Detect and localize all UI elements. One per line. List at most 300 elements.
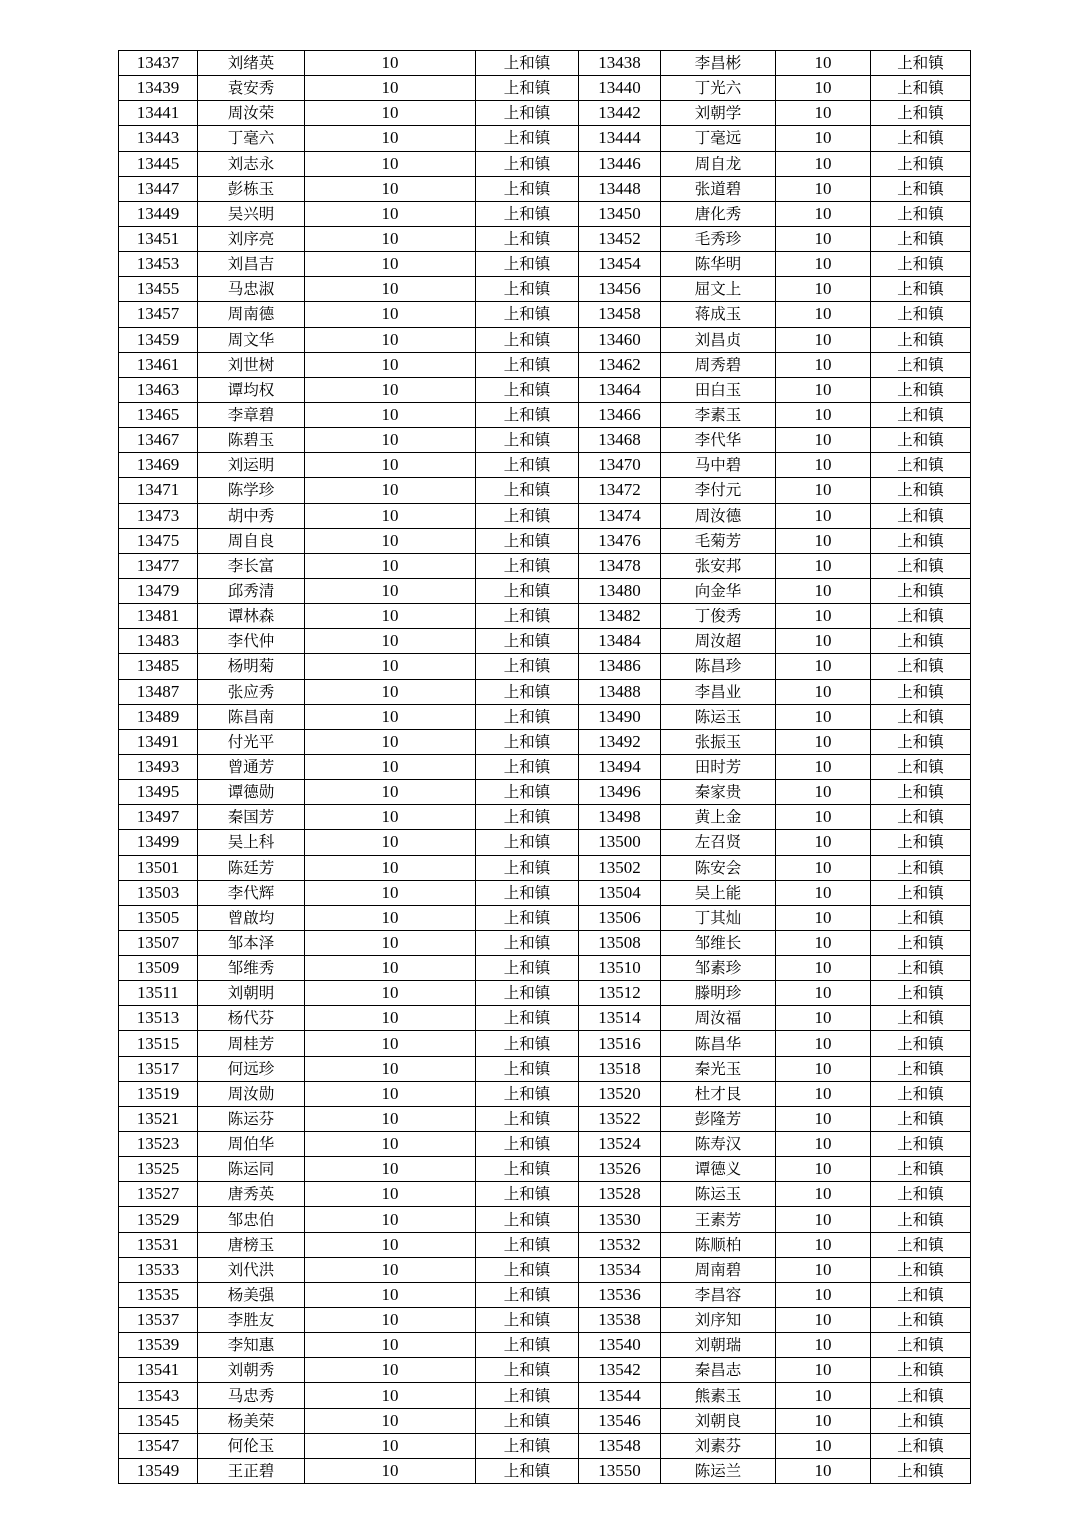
right-record-number-cell: 13520 xyxy=(579,1081,661,1106)
table-row xyxy=(119,528,971,553)
left-person-name-cell: 刘绪英 xyxy=(198,51,305,76)
table-row xyxy=(119,1308,971,1333)
right-town-name-cell: 上和镇 xyxy=(871,201,971,226)
right-record-number-cell: 13456 xyxy=(579,277,661,302)
right-amount-cell: 10 xyxy=(776,553,871,578)
left-record-number-cell: 13459 xyxy=(119,327,198,352)
left-town-name-cell: 上和镇 xyxy=(476,1282,579,1307)
left-record-number-cell: 13547 xyxy=(119,1433,198,1458)
left-person-name-cell: 邱秀清 xyxy=(198,578,305,603)
left-record-number-cell: 13537 xyxy=(119,1308,198,1333)
left-amount-cell: 10 xyxy=(305,1282,476,1307)
left-town-name-cell: 上和镇 xyxy=(476,453,579,478)
table-row xyxy=(119,126,971,151)
table-row xyxy=(119,805,971,830)
right-record-number-cell: 13440 xyxy=(579,76,661,101)
right-town-name-cell: 上和镇 xyxy=(871,51,971,76)
left-town-name-cell: 上和镇 xyxy=(476,352,579,377)
left-amount-cell: 10 xyxy=(305,604,476,629)
table-row xyxy=(119,51,971,76)
left-person-name-cell: 彭栋玉 xyxy=(198,176,305,201)
left-person-name-cell: 张应秀 xyxy=(198,679,305,704)
table-row xyxy=(119,1232,971,1257)
left-record-number-cell: 13515 xyxy=(119,1031,198,1056)
table-row xyxy=(119,1207,971,1232)
right-person-name-cell: 周秀碧 xyxy=(661,352,776,377)
left-record-number-cell: 13529 xyxy=(119,1207,198,1232)
right-town-name-cell: 上和镇 xyxy=(871,1056,971,1081)
right-person-name-cell: 李昌彬 xyxy=(661,51,776,76)
left-town-name-cell: 上和镇 xyxy=(476,805,579,830)
right-amount-cell: 10 xyxy=(776,1132,871,1157)
right-town-name-cell: 上和镇 xyxy=(871,101,971,126)
left-record-number-cell: 13483 xyxy=(119,629,198,654)
left-record-number-cell: 13543 xyxy=(119,1383,198,1408)
right-record-number-cell: 13528 xyxy=(579,1182,661,1207)
right-town-name-cell: 上和镇 xyxy=(871,126,971,151)
right-person-name-cell: 周汝德 xyxy=(661,503,776,528)
right-record-number-cell: 13516 xyxy=(579,1031,661,1056)
left-record-number-cell: 13501 xyxy=(119,855,198,880)
right-town-name-cell: 上和镇 xyxy=(871,503,971,528)
table-row xyxy=(119,1132,971,1157)
right-person-name-cell: 陈运玉 xyxy=(661,1182,776,1207)
right-amount-cell: 10 xyxy=(776,1433,871,1458)
left-amount-cell: 10 xyxy=(305,176,476,201)
left-town-name-cell: 上和镇 xyxy=(476,780,579,805)
table-row xyxy=(119,302,971,327)
left-record-number-cell: 13449 xyxy=(119,201,198,226)
left-town-name-cell: 上和镇 xyxy=(476,277,579,302)
right-amount-cell: 10 xyxy=(776,1106,871,1131)
right-town-name-cell: 上和镇 xyxy=(871,528,971,553)
left-town-name-cell: 上和镇 xyxy=(476,428,579,453)
left-person-name-cell: 周自良 xyxy=(198,528,305,553)
left-amount-cell: 10 xyxy=(305,352,476,377)
right-person-name-cell: 刘朝学 xyxy=(661,101,776,126)
right-record-number-cell: 13466 xyxy=(579,402,661,427)
right-record-number-cell: 13538 xyxy=(579,1308,661,1333)
left-person-name-cell: 李长富 xyxy=(198,553,305,578)
left-amount-cell: 10 xyxy=(305,1333,476,1358)
left-town-name-cell: 上和镇 xyxy=(476,1157,579,1182)
right-record-number-cell: 13488 xyxy=(579,679,661,704)
left-record-number-cell: 13519 xyxy=(119,1081,198,1106)
left-record-number-cell: 13479 xyxy=(119,578,198,603)
right-town-name-cell: 上和镇 xyxy=(871,1358,971,1383)
left-town-name-cell: 上和镇 xyxy=(476,201,579,226)
left-person-name-cell: 李知惠 xyxy=(198,1333,305,1358)
left-town-name-cell: 上和镇 xyxy=(476,51,579,76)
left-amount-cell: 10 xyxy=(305,226,476,251)
right-record-number-cell: 13550 xyxy=(579,1458,661,1483)
right-town-name-cell: 上和镇 xyxy=(871,402,971,427)
table-row xyxy=(119,453,971,478)
right-amount-cell: 10 xyxy=(776,1157,871,1182)
left-person-name-cell: 杨代芬 xyxy=(198,1006,305,1031)
left-town-name-cell: 上和镇 xyxy=(476,1458,579,1483)
table-row xyxy=(119,578,971,603)
left-record-number-cell: 13541 xyxy=(119,1358,198,1383)
left-amount-cell: 10 xyxy=(305,1257,476,1282)
right-record-number-cell: 13458 xyxy=(579,302,661,327)
left-town-name-cell: 上和镇 xyxy=(476,1207,579,1232)
left-town-name-cell: 上和镇 xyxy=(476,1383,579,1408)
right-town-name-cell: 上和镇 xyxy=(871,1458,971,1483)
left-person-name-cell: 吴兴明 xyxy=(198,201,305,226)
right-town-name-cell: 上和镇 xyxy=(871,1081,971,1106)
left-person-name-cell: 刘昌吉 xyxy=(198,252,305,277)
left-record-number-cell: 13521 xyxy=(119,1106,198,1131)
left-person-name-cell: 胡中秀 xyxy=(198,503,305,528)
right-person-name-cell: 丁毫远 xyxy=(661,126,776,151)
right-amount-cell: 10 xyxy=(776,1207,871,1232)
right-record-number-cell: 13496 xyxy=(579,780,661,805)
right-person-name-cell: 张道碧 xyxy=(661,176,776,201)
left-amount-cell: 10 xyxy=(305,377,476,402)
left-record-number-cell: 13467 xyxy=(119,428,198,453)
right-town-name-cell: 上和镇 xyxy=(871,1157,971,1182)
right-person-name-cell: 张安邦 xyxy=(661,553,776,578)
left-record-number-cell: 13511 xyxy=(119,981,198,1006)
right-record-number-cell: 13490 xyxy=(579,704,661,729)
right-town-name-cell: 上和镇 xyxy=(871,1308,971,1333)
left-record-number-cell: 13509 xyxy=(119,956,198,981)
right-record-number-cell: 13438 xyxy=(579,51,661,76)
right-person-name-cell: 丁其灿 xyxy=(661,905,776,930)
left-record-number-cell: 13525 xyxy=(119,1157,198,1182)
right-record-number-cell: 13508 xyxy=(579,930,661,955)
right-amount-cell: 10 xyxy=(776,654,871,679)
right-amount-cell: 10 xyxy=(776,503,871,528)
right-amount-cell: 10 xyxy=(776,1383,871,1408)
right-person-name-cell: 李素玉 xyxy=(661,402,776,427)
right-record-number-cell: 13484 xyxy=(579,629,661,654)
left-amount-cell: 10 xyxy=(305,528,476,553)
left-record-number-cell: 13477 xyxy=(119,553,198,578)
right-person-name-cell: 刘朝良 xyxy=(661,1408,776,1433)
right-amount-cell: 10 xyxy=(776,453,871,478)
right-record-number-cell: 13452 xyxy=(579,226,661,251)
right-amount-cell: 10 xyxy=(776,956,871,981)
left-person-name-cell: 唐榜玉 xyxy=(198,1232,305,1257)
table-row xyxy=(119,176,971,201)
right-amount-cell: 10 xyxy=(776,1232,871,1257)
right-record-number-cell: 13464 xyxy=(579,377,661,402)
left-record-number-cell: 13545 xyxy=(119,1408,198,1433)
right-town-name-cell: 上和镇 xyxy=(871,1383,971,1408)
table-row xyxy=(119,352,971,377)
left-person-name-cell: 陈廷芳 xyxy=(198,855,305,880)
left-amount-cell: 10 xyxy=(305,905,476,930)
left-person-name-cell: 马忠淑 xyxy=(198,277,305,302)
table-row xyxy=(119,1333,971,1358)
right-record-number-cell: 13546 xyxy=(579,1408,661,1433)
right-person-name-cell: 刘序知 xyxy=(661,1308,776,1333)
right-town-name-cell: 上和镇 xyxy=(871,1106,971,1131)
left-town-name-cell: 上和镇 xyxy=(476,1106,579,1131)
table-row xyxy=(119,1458,971,1483)
table-row xyxy=(119,880,971,905)
left-record-number-cell: 13471 xyxy=(119,478,198,503)
right-person-name-cell: 周汝福 xyxy=(661,1006,776,1031)
left-person-name-cell: 唐秀英 xyxy=(198,1182,305,1207)
right-record-number-cell: 13470 xyxy=(579,453,661,478)
left-person-name-cell: 刘世树 xyxy=(198,352,305,377)
right-amount-cell: 10 xyxy=(776,1081,871,1106)
left-amount-cell: 10 xyxy=(305,780,476,805)
right-amount-cell: 10 xyxy=(776,905,871,930)
right-town-name-cell: 上和镇 xyxy=(871,905,971,930)
right-person-name-cell: 陈运玉 xyxy=(661,704,776,729)
left-person-name-cell: 丁毫六 xyxy=(198,126,305,151)
right-record-number-cell: 13446 xyxy=(579,151,661,176)
left-amount-cell: 10 xyxy=(305,1031,476,1056)
right-amount-cell: 10 xyxy=(776,830,871,855)
left-person-name-cell: 周汝勋 xyxy=(198,1081,305,1106)
left-person-name-cell: 刘代洪 xyxy=(198,1257,305,1282)
right-record-number-cell: 13448 xyxy=(579,176,661,201)
right-town-name-cell: 上和镇 xyxy=(871,1182,971,1207)
right-person-name-cell: 向金华 xyxy=(661,578,776,603)
right-amount-cell: 10 xyxy=(776,302,871,327)
right-amount-cell: 10 xyxy=(776,930,871,955)
left-amount-cell: 10 xyxy=(305,327,476,352)
left-record-number-cell: 13455 xyxy=(119,277,198,302)
left-town-name-cell: 上和镇 xyxy=(476,302,579,327)
right-record-number-cell: 13472 xyxy=(579,478,661,503)
table-row xyxy=(119,327,971,352)
left-record-number-cell: 13445 xyxy=(119,151,198,176)
left-record-number-cell: 13495 xyxy=(119,780,198,805)
right-person-name-cell: 邹素珍 xyxy=(661,956,776,981)
right-person-name-cell: 秦光玉 xyxy=(661,1056,776,1081)
right-amount-cell: 10 xyxy=(776,805,871,830)
right-record-number-cell: 13476 xyxy=(579,528,661,553)
left-record-number-cell: 13533 xyxy=(119,1257,198,1282)
right-record-number-cell: 13544 xyxy=(579,1383,661,1408)
right-person-name-cell: 周自龙 xyxy=(661,151,776,176)
left-person-name-cell: 袁安秀 xyxy=(198,76,305,101)
left-amount-cell: 10 xyxy=(305,1207,476,1232)
table-row xyxy=(119,654,971,679)
table-row xyxy=(119,1182,971,1207)
left-amount-cell: 10 xyxy=(305,1106,476,1131)
left-amount-cell: 10 xyxy=(305,1006,476,1031)
right-person-name-cell: 滕明珍 xyxy=(661,981,776,1006)
right-town-name-cell: 上和镇 xyxy=(871,855,971,880)
left-record-number-cell: 13513 xyxy=(119,1006,198,1031)
table-row xyxy=(119,1257,971,1282)
right-town-name-cell: 上和镇 xyxy=(871,1006,971,1031)
table-row xyxy=(119,101,971,126)
table-row xyxy=(119,930,971,955)
right-person-name-cell: 唐化秀 xyxy=(661,201,776,226)
right-town-name-cell: 上和镇 xyxy=(871,1257,971,1282)
left-amount-cell: 10 xyxy=(305,754,476,779)
right-amount-cell: 10 xyxy=(776,428,871,453)
right-amount-cell: 10 xyxy=(776,1006,871,1031)
left-town-name-cell: 上和镇 xyxy=(476,327,579,352)
right-record-number-cell: 13504 xyxy=(579,880,661,905)
right-amount-cell: 10 xyxy=(776,1257,871,1282)
left-amount-cell: 10 xyxy=(305,729,476,754)
left-town-name-cell: 上和镇 xyxy=(476,1257,579,1282)
left-record-number-cell: 13505 xyxy=(119,905,198,930)
right-town-name-cell: 上和镇 xyxy=(871,805,971,830)
table-row xyxy=(119,1433,971,1458)
table-row xyxy=(119,956,971,981)
left-amount-cell: 10 xyxy=(305,1358,476,1383)
right-record-number-cell: 13512 xyxy=(579,981,661,1006)
right-amount-cell: 10 xyxy=(776,76,871,101)
right-amount-cell: 10 xyxy=(776,855,871,880)
left-record-number-cell: 13503 xyxy=(119,880,198,905)
left-record-number-cell: 13447 xyxy=(119,176,198,201)
left-record-number-cell: 13497 xyxy=(119,805,198,830)
left-town-name-cell: 上和镇 xyxy=(476,654,579,679)
right-person-name-cell: 蒋成玉 xyxy=(661,302,776,327)
left-town-name-cell: 上和镇 xyxy=(476,1056,579,1081)
left-record-number-cell: 13485 xyxy=(119,654,198,679)
right-amount-cell: 10 xyxy=(776,1358,871,1383)
left-person-name-cell: 陈学珍 xyxy=(198,478,305,503)
left-person-name-cell: 周南德 xyxy=(198,302,305,327)
left-town-name-cell: 上和镇 xyxy=(476,729,579,754)
left-amount-cell: 10 xyxy=(305,553,476,578)
left-town-name-cell: 上和镇 xyxy=(476,754,579,779)
left-town-name-cell: 上和镇 xyxy=(476,528,579,553)
table-row xyxy=(119,503,971,528)
left-town-name-cell: 上和镇 xyxy=(476,855,579,880)
left-record-number-cell: 13523 xyxy=(119,1132,198,1157)
left-record-number-cell: 13487 xyxy=(119,679,198,704)
right-person-name-cell: 陈华明 xyxy=(661,252,776,277)
left-amount-cell: 10 xyxy=(305,1056,476,1081)
left-town-name-cell: 上和镇 xyxy=(476,1333,579,1358)
right-person-name-cell: 王素芳 xyxy=(661,1207,776,1232)
left-amount-cell: 10 xyxy=(305,1408,476,1433)
table-row xyxy=(119,981,971,1006)
roster-body xyxy=(119,51,971,1484)
right-town-name-cell: 上和镇 xyxy=(871,226,971,251)
table-row xyxy=(119,830,971,855)
left-town-name-cell: 上和镇 xyxy=(476,880,579,905)
right-town-name-cell: 上和镇 xyxy=(871,1132,971,1157)
right-person-name-cell: 丁俊秀 xyxy=(661,604,776,629)
left-person-name-cell: 周桂芳 xyxy=(198,1031,305,1056)
left-person-name-cell: 邹忠伯 xyxy=(198,1207,305,1232)
table-row xyxy=(119,1056,971,1081)
right-town-name-cell: 上和镇 xyxy=(871,352,971,377)
right-record-number-cell: 13502 xyxy=(579,855,661,880)
right-person-name-cell: 丁光六 xyxy=(661,76,776,101)
left-town-name-cell: 上和镇 xyxy=(476,252,579,277)
right-record-number-cell: 13510 xyxy=(579,956,661,981)
table-row xyxy=(119,780,971,805)
left-town-name-cell: 上和镇 xyxy=(476,402,579,427)
right-amount-cell: 10 xyxy=(776,1458,871,1483)
table-row xyxy=(119,377,971,402)
right-person-name-cell: 李昌容 xyxy=(661,1282,776,1307)
left-town-name-cell: 上和镇 xyxy=(476,905,579,930)
right-record-number-cell: 13506 xyxy=(579,905,661,930)
right-record-number-cell: 13534 xyxy=(579,1257,661,1282)
right-town-name-cell: 上和镇 xyxy=(871,654,971,679)
right-person-name-cell: 李代华 xyxy=(661,428,776,453)
left-amount-cell: 10 xyxy=(305,679,476,704)
right-town-name-cell: 上和镇 xyxy=(871,1408,971,1433)
table-row xyxy=(119,604,971,629)
left-person-name-cell: 曾通芳 xyxy=(198,754,305,779)
left-record-number-cell: 13527 xyxy=(119,1182,198,1207)
left-record-number-cell: 13439 xyxy=(119,76,198,101)
right-amount-cell: 10 xyxy=(776,151,871,176)
left-amount-cell: 10 xyxy=(305,880,476,905)
right-record-number-cell: 13460 xyxy=(579,327,661,352)
right-town-name-cell: 上和镇 xyxy=(871,578,971,603)
table-row xyxy=(119,905,971,930)
right-person-name-cell: 屈文上 xyxy=(661,277,776,302)
left-amount-cell: 10 xyxy=(305,428,476,453)
right-amount-cell: 10 xyxy=(776,880,871,905)
left-record-number-cell: 13465 xyxy=(119,402,198,427)
right-person-name-cell: 刘朝瑞 xyxy=(661,1333,776,1358)
right-amount-cell: 10 xyxy=(776,1333,871,1358)
left-amount-cell: 10 xyxy=(305,1433,476,1458)
left-town-name-cell: 上和镇 xyxy=(476,704,579,729)
left-person-name-cell: 刘朝秀 xyxy=(198,1358,305,1383)
right-person-name-cell: 毛菊芳 xyxy=(661,528,776,553)
right-record-number-cell: 13482 xyxy=(579,604,661,629)
right-amount-cell: 10 xyxy=(776,201,871,226)
left-record-number-cell: 13493 xyxy=(119,754,198,779)
right-record-number-cell: 13514 xyxy=(579,1006,661,1031)
right-amount-cell: 10 xyxy=(776,252,871,277)
right-person-name-cell: 黄上金 xyxy=(661,805,776,830)
left-amount-cell: 10 xyxy=(305,201,476,226)
right-amount-cell: 10 xyxy=(776,277,871,302)
right-person-name-cell: 秦家贵 xyxy=(661,780,776,805)
right-town-name-cell: 上和镇 xyxy=(871,76,971,101)
left-amount-cell: 10 xyxy=(305,478,476,503)
table-row xyxy=(119,679,971,704)
right-town-name-cell: 上和镇 xyxy=(871,629,971,654)
right-record-number-cell: 13530 xyxy=(579,1207,661,1232)
table-row xyxy=(119,1081,971,1106)
left-amount-cell: 10 xyxy=(305,453,476,478)
left-town-name-cell: 上和镇 xyxy=(476,1081,579,1106)
right-town-name-cell: 上和镇 xyxy=(871,252,971,277)
left-record-number-cell: 13549 xyxy=(119,1458,198,1483)
left-amount-cell: 10 xyxy=(305,654,476,679)
left-record-number-cell: 13481 xyxy=(119,604,198,629)
right-town-name-cell: 上和镇 xyxy=(871,1207,971,1232)
right-person-name-cell: 杜才艮 xyxy=(661,1081,776,1106)
right-town-name-cell: 上和镇 xyxy=(871,956,971,981)
left-amount-cell: 10 xyxy=(305,151,476,176)
left-town-name-cell: 上和镇 xyxy=(476,629,579,654)
left-person-name-cell: 邹维秀 xyxy=(198,956,305,981)
left-town-name-cell: 上和镇 xyxy=(476,101,579,126)
table-row xyxy=(119,1408,971,1433)
table-row xyxy=(119,1358,971,1383)
table-row xyxy=(119,252,971,277)
right-record-number-cell: 13462 xyxy=(579,352,661,377)
left-amount-cell: 10 xyxy=(305,1308,476,1333)
left-person-name-cell: 李代仲 xyxy=(198,629,305,654)
right-record-number-cell: 13450 xyxy=(579,201,661,226)
